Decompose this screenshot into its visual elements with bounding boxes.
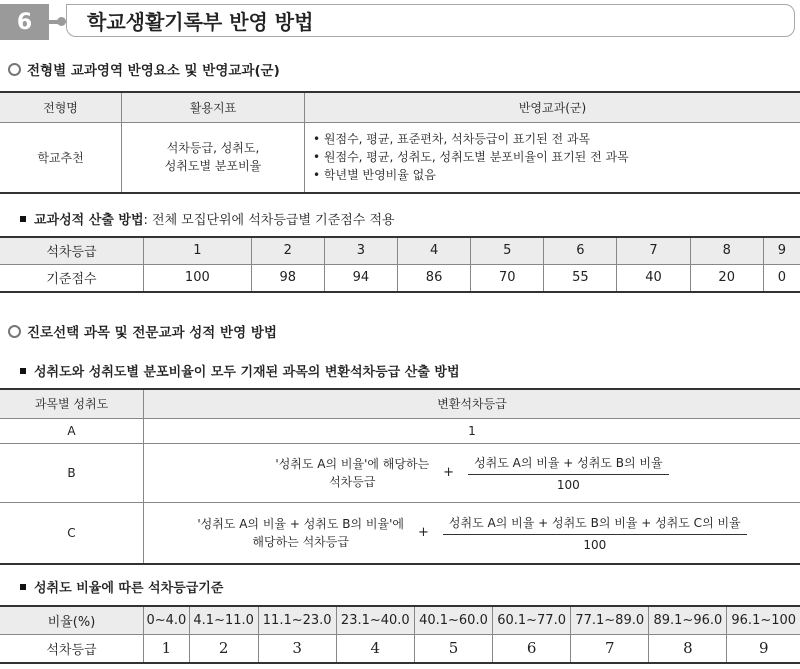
ratio-grade-cell: 8 <box>649 634 727 663</box>
score-cell: 40 <box>617 264 690 292</box>
ring-bullet-icon <box>8 325 21 338</box>
formula-b-lead1: '성취도 A의 비율'에 해당하는 <box>275 456 430 471</box>
page-title: 학교생활기록부 반영 방법 <box>66 4 795 37</box>
admission-table-header <box>0 92 800 122</box>
table-row <box>0 264 800 292</box>
fraction-c-numerator: 성취도 A의 비율 + 성취도 B의 비율 + 성취도 C의 비율 <box>443 514 747 535</box>
score-cell: 94 <box>324 264 397 292</box>
ratio-cell: 0~4.0 <box>144 606 190 634</box>
ratio-grade-cell: 5 <box>414 634 492 663</box>
grade-cell: 6 <box>544 237 617 264</box>
square-bullet-icon <box>20 216 26 222</box>
achievement-b: B <box>0 443 144 502</box>
grade-cell: 2 <box>251 237 324 264</box>
score-cell: 55 <box>544 264 617 292</box>
square-bullet-icon <box>20 584 26 590</box>
fraction-b-denominator: 100 <box>556 477 580 492</box>
ratio-cell: 96.1~100 <box>727 606 800 634</box>
square-bullet-icon <box>20 368 26 374</box>
calc-method-heading <box>20 209 395 228</box>
ratio-grade-cell: 2 <box>189 634 258 663</box>
table-row <box>0 606 800 634</box>
converted-a: 1 <box>144 418 800 443</box>
formula-b-lead2: 석차등급 <box>329 474 376 489</box>
admission-name: 학교추천 <box>0 122 122 193</box>
ratio-cell: 11.1~23.0 <box>258 606 336 634</box>
grade-cell: 3 <box>324 237 397 264</box>
ratio-cell: 23.1~40.0 <box>336 606 414 634</box>
indicator-line1: 석차등급, 성취도, <box>166 141 260 156</box>
conversion-table <box>0 388 800 565</box>
section-header <box>0 2 800 42</box>
formula-c <box>144 502 800 564</box>
formula-c-lead2: 해당하는 석차등급 <box>252 534 349 549</box>
calc-method-desc: : 전체 모집단위에 석차등급별 기준점수 적용 <box>143 213 395 228</box>
indicator-cell <box>122 122 305 193</box>
subjects-cell <box>305 122 800 193</box>
grade-cell: 9 <box>763 237 800 264</box>
ratio-cell: 4.1~11.0 <box>189 606 258 634</box>
ratio-cell: 77.1~89.0 <box>571 606 649 634</box>
table-row <box>0 418 800 443</box>
score-cell: 86 <box>398 264 471 292</box>
plus-sign: + <box>418 525 429 541</box>
col-header-achievement: 과목별 성취도 <box>0 389 144 418</box>
formula-b <box>144 443 800 502</box>
ratio-grade-table <box>0 605 800 664</box>
score-cell: 70 <box>471 264 544 292</box>
table-row <box>0 502 800 564</box>
section-number: 6 <box>0 4 49 40</box>
header-dot <box>57 17 66 26</box>
achievement-a: A <box>0 418 144 443</box>
score-cell: 20 <box>690 264 763 292</box>
score-cell: 0 <box>763 264 800 292</box>
table-row <box>0 443 800 502</box>
list-item: • 원점수, 평균, 성취도, 성취도별 분포비율이 표기된 전 과목 <box>313 150 629 165</box>
calc-method-label: 교과성적 산출 방법 <box>34 213 144 228</box>
achievement-c: C <box>0 502 144 564</box>
grade-cell: 7 <box>617 237 690 264</box>
col-header-subjects: 반영교과(군) <box>305 92 800 122</box>
ratio-cell: 40.1~60.0 <box>414 606 492 634</box>
list-item: • 학년별 반영비율 없음 <box>313 168 436 183</box>
grade-cell: 8 <box>690 237 763 264</box>
section2-heading <box>8 321 277 341</box>
section1-heading-text: 전형별 교과영역 반영요소 및 반영교과(군) <box>27 63 280 79</box>
ratio-grade-cell: 6 <box>493 634 571 663</box>
ratio-grade-cell: 1 <box>144 634 190 663</box>
conversion-method-title: 성취도와 성취도별 분포비율이 모두 기재된 과목의 변환석차등급 산출 방법 <box>34 365 460 380</box>
score-cell: 100 <box>144 264 252 292</box>
grade-cell: 5 <box>471 237 544 264</box>
fraction-c <box>443 514 747 552</box>
table-row <box>0 634 800 663</box>
ratio-criteria-title: 성취도 비율에 따른 석차등급기준 <box>34 581 224 596</box>
ratio-grade-cell: 7 <box>571 634 649 663</box>
section2-heading-text: 진로선택 과목 및 전문교과 성적 반영 방법 <box>27 325 277 341</box>
fraction-b <box>468 454 669 492</box>
table-row <box>0 237 800 264</box>
grade-score-table <box>0 236 800 293</box>
col-header-indicator: 활용지표 <box>122 92 305 122</box>
fraction-b-numerator: 성취도 A의 비율 + 성취도 B의 비율 <box>468 454 669 475</box>
ratio-row-label: 비율(%) <box>0 606 144 634</box>
table-row <box>0 122 800 193</box>
indicator-line2: 성취도별 분포비율 <box>164 159 262 174</box>
ratio-cell: 60.1~77.0 <box>493 606 571 634</box>
formula-c-lead1: '성취도 A의 비율 + 성취도 B의 비율'에 <box>197 516 405 531</box>
grade-cell: 4 <box>398 237 471 264</box>
ratio-criteria-heading <box>20 577 223 596</box>
section1-heading <box>8 59 280 79</box>
ratio-grade-cell: 4 <box>336 634 414 663</box>
conversion-table-header <box>0 389 800 418</box>
ratio-grade-row-label: 석차등급 <box>0 634 144 663</box>
fraction-c-denominator: 100 <box>583 537 607 552</box>
grade-cell: 1 <box>144 237 252 264</box>
ratio-grade-cell: 9 <box>727 634 800 663</box>
grade-row-label: 석차등급 <box>0 237 144 264</box>
list-item: • 원점수, 평균, 표준편차, 석차등급이 표기된 전 과목 <box>313 132 591 147</box>
score-row-label: 기준점수 <box>0 264 144 292</box>
conversion-method-heading <box>20 361 460 380</box>
ring-bullet-icon <box>8 63 21 76</box>
plus-sign: + <box>443 465 455 480</box>
ratio-grade-cell: 3 <box>258 634 336 663</box>
col-header-admission: 전형명 <box>0 92 122 122</box>
col-header-converted-grade: 변환석차등급 <box>144 389 800 418</box>
admission-table <box>0 91 800 194</box>
score-cell: 98 <box>251 264 324 292</box>
ratio-cell: 89.1~96.0 <box>649 606 727 634</box>
